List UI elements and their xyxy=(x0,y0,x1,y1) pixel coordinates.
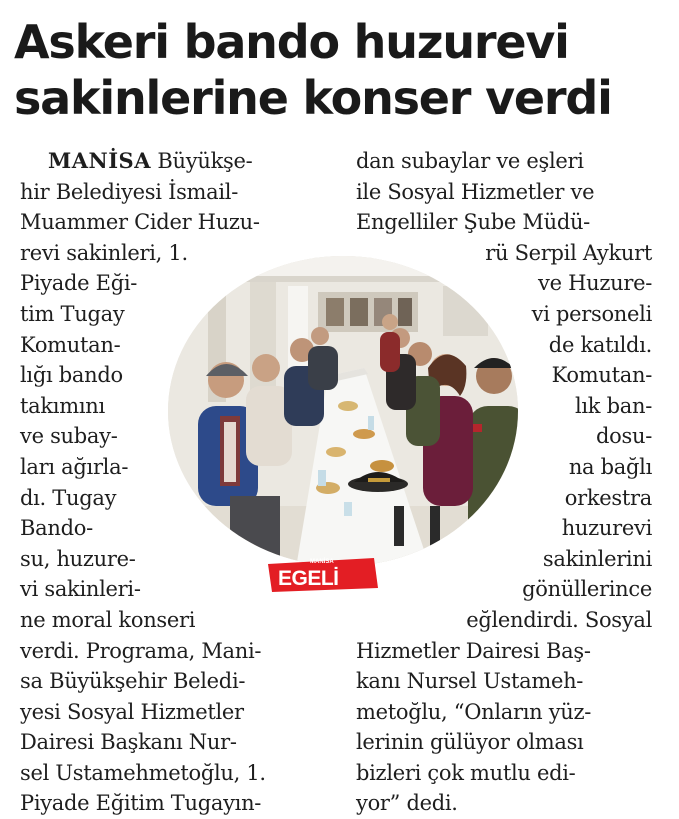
article-line: bizleri çok mutlu edi- xyxy=(356,760,576,785)
article-line: sel Ustamehmetoğlu, 1. xyxy=(20,760,266,785)
article-line: vi personeli xyxy=(531,301,652,326)
article-line: huzurevi xyxy=(561,516,652,541)
article-line: metoğlu, “Onların yüz- xyxy=(356,699,592,724)
article-line: gönüllerince xyxy=(522,577,652,602)
article-line: ları ağırla- xyxy=(20,454,129,479)
headline-line-1: Askeri bando huzurevi xyxy=(14,15,569,69)
article-line: Komutan- xyxy=(551,363,652,388)
article-line: Dairesi Başkanı Nur- xyxy=(20,730,237,755)
article-line: kanı Nursel Ustameh- xyxy=(356,669,584,694)
article-line: su, huzure- xyxy=(20,546,136,571)
dateline-city: MANİSA xyxy=(48,148,152,173)
article-line: dosu- xyxy=(596,424,652,449)
article-photo-illustration xyxy=(168,256,518,566)
egeli-logo-subtext: MANİSA xyxy=(310,559,334,565)
article-line: Engelliler Şube Müdü- xyxy=(356,210,590,235)
article-line: Piyade Eği- xyxy=(20,271,138,296)
article-line: de katıldı. xyxy=(548,332,652,357)
article-line: dan subaylar ve eşleri xyxy=(356,149,584,173)
article-line: yesi Sosyal Hizmetler xyxy=(20,699,244,724)
article-line: lık ban- xyxy=(574,393,652,418)
article-line: dı. Tugay xyxy=(20,485,117,510)
article-line: ile Sosyal Hizmetler ve xyxy=(356,179,595,204)
article-line: lerinin gülüyor olması xyxy=(356,730,584,755)
headline-line-2: sakinlerine konser verdi xyxy=(14,71,612,125)
egeli-logo xyxy=(266,554,382,594)
article-line: MANİSA Büyükşe- xyxy=(48,148,253,173)
article-line: Muammer Cider Huzu- xyxy=(20,210,260,235)
article-line: Komutan- xyxy=(20,332,121,357)
article-line: revi sakinleri, 1. xyxy=(20,240,188,265)
article-line: rü Serpil Aykurt xyxy=(485,240,652,265)
egeli-logo-mark xyxy=(266,554,382,594)
article-line: verdi. Programa, Mani- xyxy=(20,638,262,663)
article-line: eğlendirdi. Sosyal xyxy=(466,607,652,632)
article-line: sa Büyükşehir Beledi- xyxy=(20,669,246,694)
article-line: takımını xyxy=(20,393,105,418)
headline xyxy=(14,14,669,126)
article-line: sakinlerini xyxy=(542,546,652,571)
article-line: ve subay- xyxy=(20,424,118,449)
article-line: orkestra xyxy=(564,485,652,510)
article-line: yor” dedi. xyxy=(356,791,458,816)
article-line: ne moral konseri xyxy=(20,607,196,632)
article-photo xyxy=(168,256,518,566)
article-line: na bağlı xyxy=(568,454,652,479)
article-line: tim Tugay xyxy=(20,301,125,326)
article-line: lığı bando xyxy=(20,363,123,388)
egeli-logo-text: EGELİ xyxy=(278,567,339,590)
article-line: hir Belediyesi İsmail- xyxy=(20,179,239,204)
article-line: vi sakinleri- xyxy=(20,577,141,602)
article-line: ve Huzure- xyxy=(538,271,652,296)
article-line: Hizmetler Dairesi Baş- xyxy=(356,638,591,663)
article-line: Bando- xyxy=(20,516,93,541)
article-line: Piyade Eğitim Tugayın- xyxy=(20,791,262,816)
